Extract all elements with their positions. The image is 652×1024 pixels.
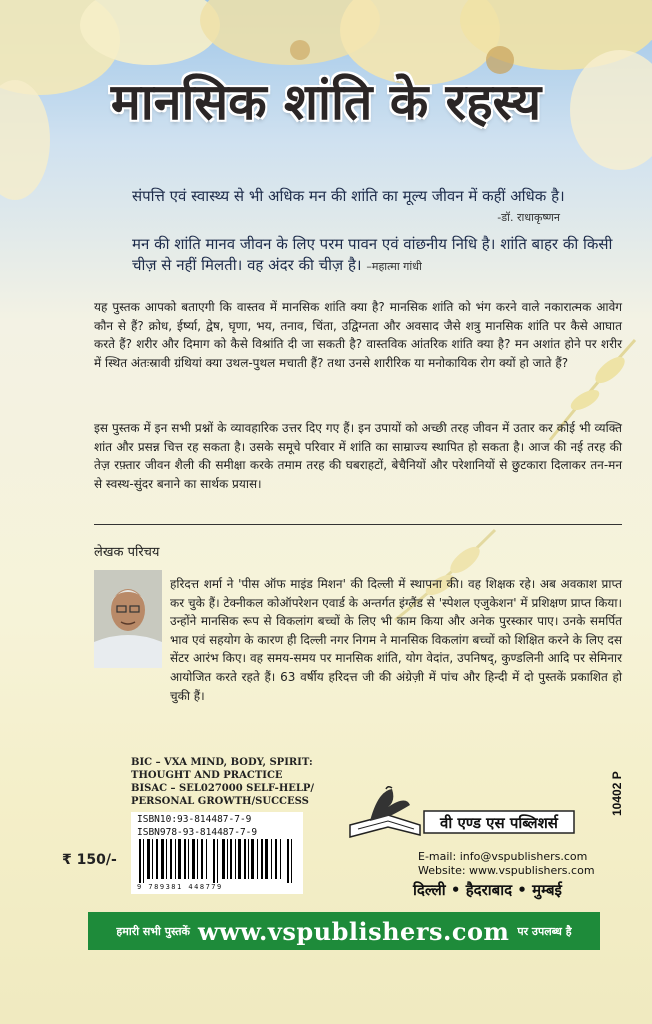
isbn-10: ISBN10:93-814487-7-9 [137,814,252,825]
classification-codes [131,756,316,808]
isbn-barcode-block [131,812,303,894]
banner-url[interactable]: www.vspublishers.com [197,916,510,946]
product-code-text: 10402 P [610,771,624,816]
author-photo [94,570,162,668]
quote-author: -डॉ. राधाकृष्णन [497,211,560,224]
publisher-logo [348,785,578,847]
description-paragraph-1: यह पुस्तक आपको बताएगी कि वास्तव में मानसिक शांति क्या है? मानसिक शांति को भंग करने वाले नकारात्मक आवेग कौन से हैं? क्रोध, ईर्ष्या, द्वेष, घृणा, भय, तनाव, चिंता, उद्विग्नता और अवसाद जैसे शत्रु मानसिक शांति पर कैसे आघात करते हैं? शरीर और दिमाग को कैसे विश्रांति दी जा सकती है? वास्तविक आंतरिक शांति क्या है? मन अशांत होने पर शरीर में स्थित अंतःस्रावी ग्रंथियां क्या उथल-पुथल मचाती हैं? तथा उनसे शारीरिक या मनोकायिक रोग क्यों हो जाते हैं? [94,300,622,370]
publisher-cities: दिल्ली • हैदराबाद • मुम्बई [413,881,562,899]
author-bio: हरिदत्त शर्मा ने 'पीस ऑफ माइंड मिशन' की दिल्ली में स्थापना की। वह शिक्षक रहे। अब अवकाश प्राप्त कर चुके हैं। टेक्नीकल कोऑपरेशन एवार्ड के अन्तर्गत इंग्लैंड से 'स्पेशल एजुकेशन' में प्रशिक्षण प्राप्त किया। उन्होंने मानसिक रूप से विकलांग बच्चों के लिए भी काम किया और अनेक पुरस्कार पाए। उनके समर्पित भाव एवं सहयोग के कारण ही दिल्ली नगर निगम ने मानसिक विकलांग बच्चों को शिक्षित करने के लिए दस सेंटर आरंभ किए। वह समय-समय पर मानसिक शांति, योग वेदांत, उपनिषद्, कुण्डलिनी आदि पर सेमिनार आयोजित करते रहते हैं। 63 वर्षीय हरिदत्त जी की अंग्रेज़ी में पांच और हिन्दी में दो पुस्तकें प्रकाशित हो चुकी हैं। [170,577,622,703]
website-banner [88,912,600,950]
author-section-heading: लेखक परिचय [94,545,160,560]
quote-author: –महात्मा गांधी [366,260,422,273]
publisher-contact [418,850,595,878]
quote-text: मन की शांति मानव जीवन के लिए परम पावन एवं वांछनीय निधि है। शांति बाहर की किसी चीज़ से नहीं मिलती। वह अंदर की चीज़ है। [132,235,613,274]
publisher-email: E-mail: info@vspublishers.com [418,850,588,863]
banner-suffix: पर उपलब्ध है [517,924,572,938]
section-divider [94,524,622,525]
price-label: ₹ 150/- [62,852,117,868]
publisher-name: वी एण्ड एस पब्लिशर्स [440,814,558,832]
bisac-code: BISAC – SEL027000 SELF-HELP/ PERSONAL GROWTH/SUCCESS [131,783,315,807]
isbn-13: ISBN978-93-814487-7-9 [137,827,258,838]
bic-code: BIC – VXA MIND, BODY, SPIRIT: THOUGHT AND PRACTICE [131,757,313,781]
quote-gandhi [132,234,622,277]
quote-text: संपत्ति एवं स्वास्थ्य से भी अधिक मन की शांति का मूल्य जीवन में कहीं अधिक है। [132,187,565,205]
barcode-icon [137,839,297,883]
publisher-website: Website: www.vspublishers.com [418,864,595,877]
description-paragraph-2: इस पुस्तक में इन सभी प्रश्नों के व्यावहारिक उत्तर दिए गए हैं। इन उपायों को अच्छी तरह जीवन में उतार कर कोई भी व्यक्ति शांत और प्रसन्न चित्त रह सकता है। उसके समूचे परिवार में शांति का साम्राज्य स्थापित हो सकता है। आज की नई तरह की तेज़ रफ़्तार जीवन शैली की समीक्षा करके तमाम तरह की घबराहटों, बेचैनियों और परेशानियों से छुटकारा दिलाकर तन-मन से स्वस्थ-सुंदर बनाने का सार्थक प्रयास। [94,421,622,491]
product-code [606,750,628,820]
quote-radhakrishnan [132,186,622,224]
barcode-digits: 9 789381 448779 [137,883,223,891]
book-title: मानसिक शांति के रहस्य [110,73,542,131]
banner-prefix: हमारी सभी पुस्तकें [116,924,190,938]
